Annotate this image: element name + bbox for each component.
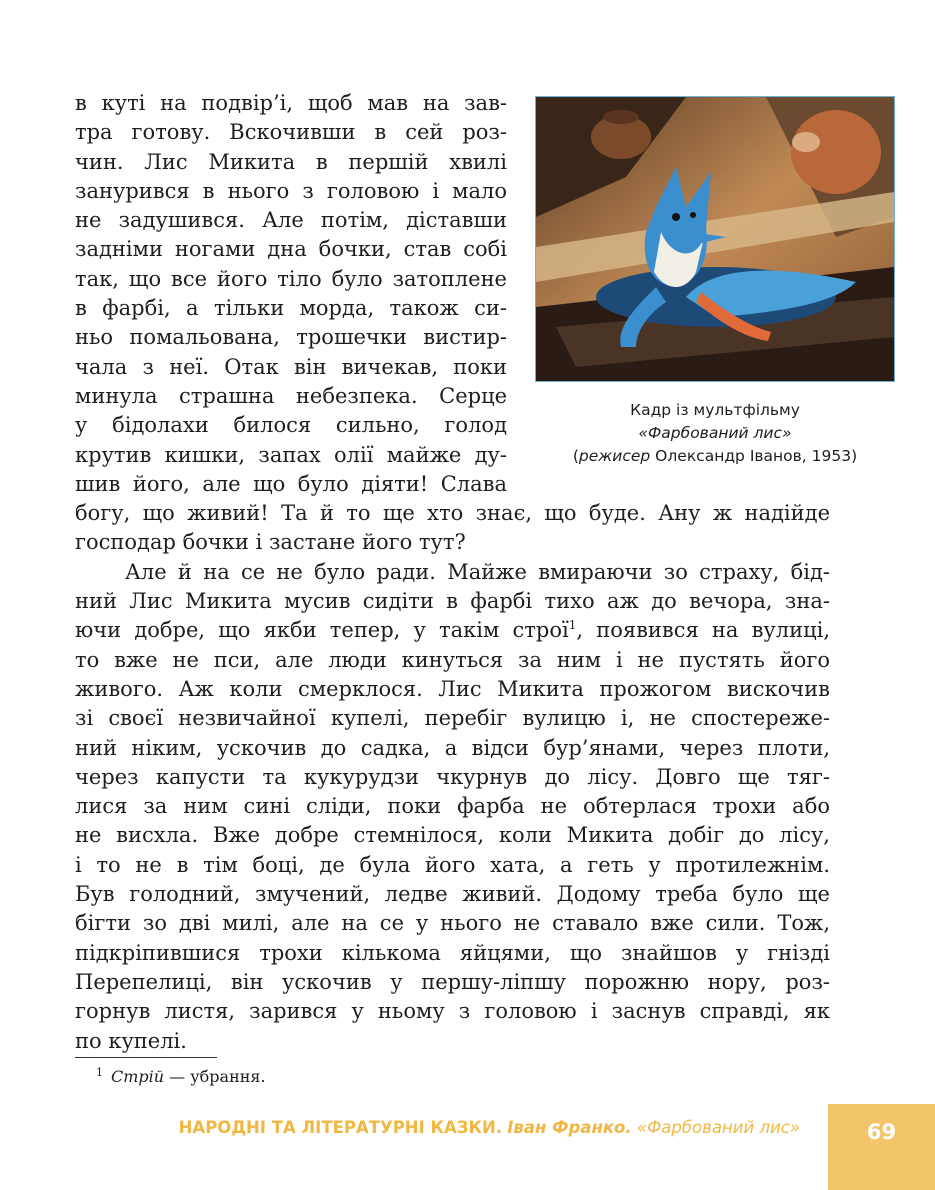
footer-work: «Фарбований лис» — [636, 1118, 800, 1137]
film-still-figure — [535, 96, 895, 468]
text-line: чин. Лис Микита в першій хвилі — [75, 149, 507, 174]
caption-paren: ) — [851, 447, 858, 465]
page-number: 69 — [866, 1120, 897, 1144]
text-segment: , появився на вулиці, — [576, 618, 830, 643]
text-line: зі своєї незвичайної купелі, перебіг вулицю і, не спостереже- — [75, 706, 830, 731]
text-line: живого. Аж коли смерклося. Лис Микита прожогом вискочив — [75, 676, 830, 701]
footnote-term: Стрій — [111, 1067, 165, 1086]
running-footer — [179, 1118, 800, 1137]
text-line: не висхла. Вже добре стемнілося, коли Микита добіг до лісу, — [75, 823, 830, 848]
text-line: Був голодний, змучений, ледве живий. Додому треба було ще — [75, 882, 830, 907]
text-line: минула страшна небезпека. Серце — [75, 383, 507, 408]
footnote — [96, 1066, 266, 1088]
text-line: підкріпившися трохи кількома яйцями, що знайшов у гнізді — [75, 940, 830, 965]
text-line: крутив кишки, запах олії майже ду- — [75, 442, 507, 467]
text-line: не задушився. Але потім, діставши — [75, 208, 507, 233]
text-line: чала з неї. Отак він вичекав, поки — [75, 354, 507, 379]
text-line: ний ніким, ускочив до садка, а відси бур’янами, через плоти, — [75, 735, 830, 760]
caption-director-name: Олександр Іванов, 1953 — [655, 447, 852, 465]
text-line: Перепелиці, він ускочив у першу-ліпшу порожню нору, роз- — [75, 969, 830, 994]
text-line: в фарбі, а тільки морда, також си- — [75, 296, 507, 321]
text-line: то вже не пси, але люди кинуться за ним і не пустять його — [75, 647, 830, 672]
text-line: Але й на се не було ради. Майже вмираючи зо страху, бід- — [125, 559, 830, 584]
caption-director-label: режисер — [578, 447, 651, 465]
text-line: задніми ногами дна бочки, став собі — [75, 237, 507, 262]
footnote-divider — [75, 1057, 217, 1058]
text-line: занурився в нього з головою і мало — [75, 178, 507, 203]
text-line: горнув листя, зарився у ньому з головою і заснув справді, як — [75, 999, 830, 1024]
caption-paren: ( — [572, 447, 579, 465]
text-line-with-footnote — [75, 616, 830, 645]
figure-caption — [535, 399, 895, 468]
text-line: бігти зо дві милі, але на се у нього не ставало вже сили. Тож, — [75, 911, 830, 936]
text-line: тра готову. Вскочивши в сей роз- — [75, 120, 507, 145]
caption-line: Кадр із мультфільму — [630, 401, 800, 419]
cartoon-fox-illustration — [536, 97, 894, 381]
text-line: богу, що живий! Та й то ще хто знає, що буде. Ану ж надійде — [75, 501, 830, 526]
text-line: ньо помальована, трошечки вистир- — [75, 325, 507, 350]
footer-author: Іван Франко. — [507, 1118, 632, 1137]
text-line: ний Лис Микита мусив сидіти в фарбі тихо аж до вечора, зна- — [75, 589, 830, 614]
text-line: у бідолахи билося сильно, голод — [75, 413, 507, 438]
caption-credit — [535, 445, 895, 468]
text-line: так, що все його тіло було затоплене — [75, 266, 507, 291]
caption-title: «Фарбований лис» — [638, 424, 792, 442]
text-line: і то не в тім боці, де була його хата, а геть у протилежнім. — [75, 852, 830, 877]
footnote-number: 1 — [96, 1065, 103, 1079]
text-line: лися за ним сині сліди, поки фарба не обтерлася трохи або — [75, 794, 830, 819]
text-line: по купелі. — [75, 1028, 187, 1053]
film-still-image — [535, 96, 895, 382]
text-segment: ючи добре, що якби тепер, у такім строї — [75, 618, 569, 643]
text-line: через капусти та кукурудзи чкурнув до лісу. Довго ще тяг- — [75, 764, 830, 789]
footer-section: НАРОДНІ ТА ЛІТЕРАТУРНІ КАЗКИ. — [178, 1118, 503, 1137]
footnote-marker: 1 — [568, 618, 577, 633]
page-number-badge — [828, 1104, 935, 1190]
text-line: господар бочки і застане його тут? — [75, 530, 466, 555]
text-line: в куті на подвір’і, щоб мав на зав- — [75, 91, 507, 115]
text-line: шив його, але що було діяти! Слава — [75, 471, 507, 496]
footnote-definition: — убрання. — [164, 1067, 266, 1086]
